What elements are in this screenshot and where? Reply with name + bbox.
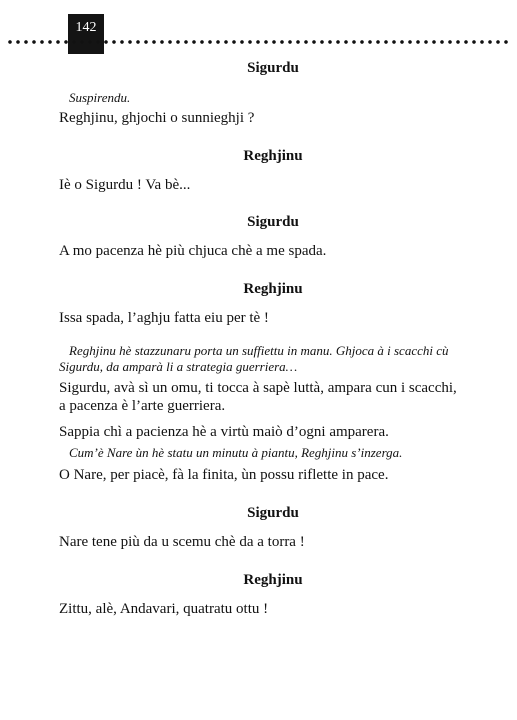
dotted-rule — [6, 39, 511, 45]
dialogue-line: Nare tene più da u scemu chè da a torra ! — [59, 534, 305, 550]
speaker-name: Reghjinu — [243, 281, 303, 297]
dialogue-line: A mo pacenza hè più chjuca chè a me spada. — [59, 243, 327, 259]
dialogue-line: O Nare, per piacè, fà la finita, ùn possu riflette in pace. — [59, 467, 389, 483]
stage-direction-line: Reghjinu hè stazzunaru porta un suffiettu in manu. Ghjoca à i scacchi cù — [69, 343, 449, 358]
dialogue-line: Reghjinu, ghjochi o sunnieghji ? — [59, 110, 255, 126]
page-number: 142 — [75, 20, 97, 35]
stage-direction — [59, 343, 487, 375]
speaker-name: Sigurdu — [247, 60, 299, 76]
speaker-name: Sigurdu — [247, 505, 299, 521]
stage-direction: Cum’è Nare ùn hè statu un minutu à piantu, Reghjinu s’inzerga. — [69, 445, 403, 460]
dialogue-line-part: a pacenza è l’arte guerriera. — [59, 398, 226, 414]
page-number-box — [68, 14, 104, 54]
dialogue-line: Iè o Sigurdu ! Va bè... — [59, 177, 191, 193]
dialogue-line — [59, 379, 487, 415]
speaker-name: Reghjinu — [243, 572, 303, 588]
stage-direction-line: Sigurdu, da amparà li a strategia guerriera… — [59, 359, 298, 374]
stage-direction: Suspirendu. — [69, 90, 131, 105]
dialogue-line: Issa spada, l’aghju fatta eiu per tè ! — [59, 310, 269, 326]
speaker-name: Sigurdu — [247, 214, 299, 230]
dialogue-line: Sappia chì a pacienza hè a virtù maiò d’ogni amparera. — [59, 424, 389, 440]
dialogue-line: Zittu, alè, Andavari, quatratu ottu ! — [59, 601, 269, 617]
speaker-name: Reghjinu — [243, 148, 303, 164]
dialogue-line-part: Sigurdu, avà sì un omu, ti tocca à sapè luttà, ampara cun i scacchi, — [59, 380, 457, 396]
